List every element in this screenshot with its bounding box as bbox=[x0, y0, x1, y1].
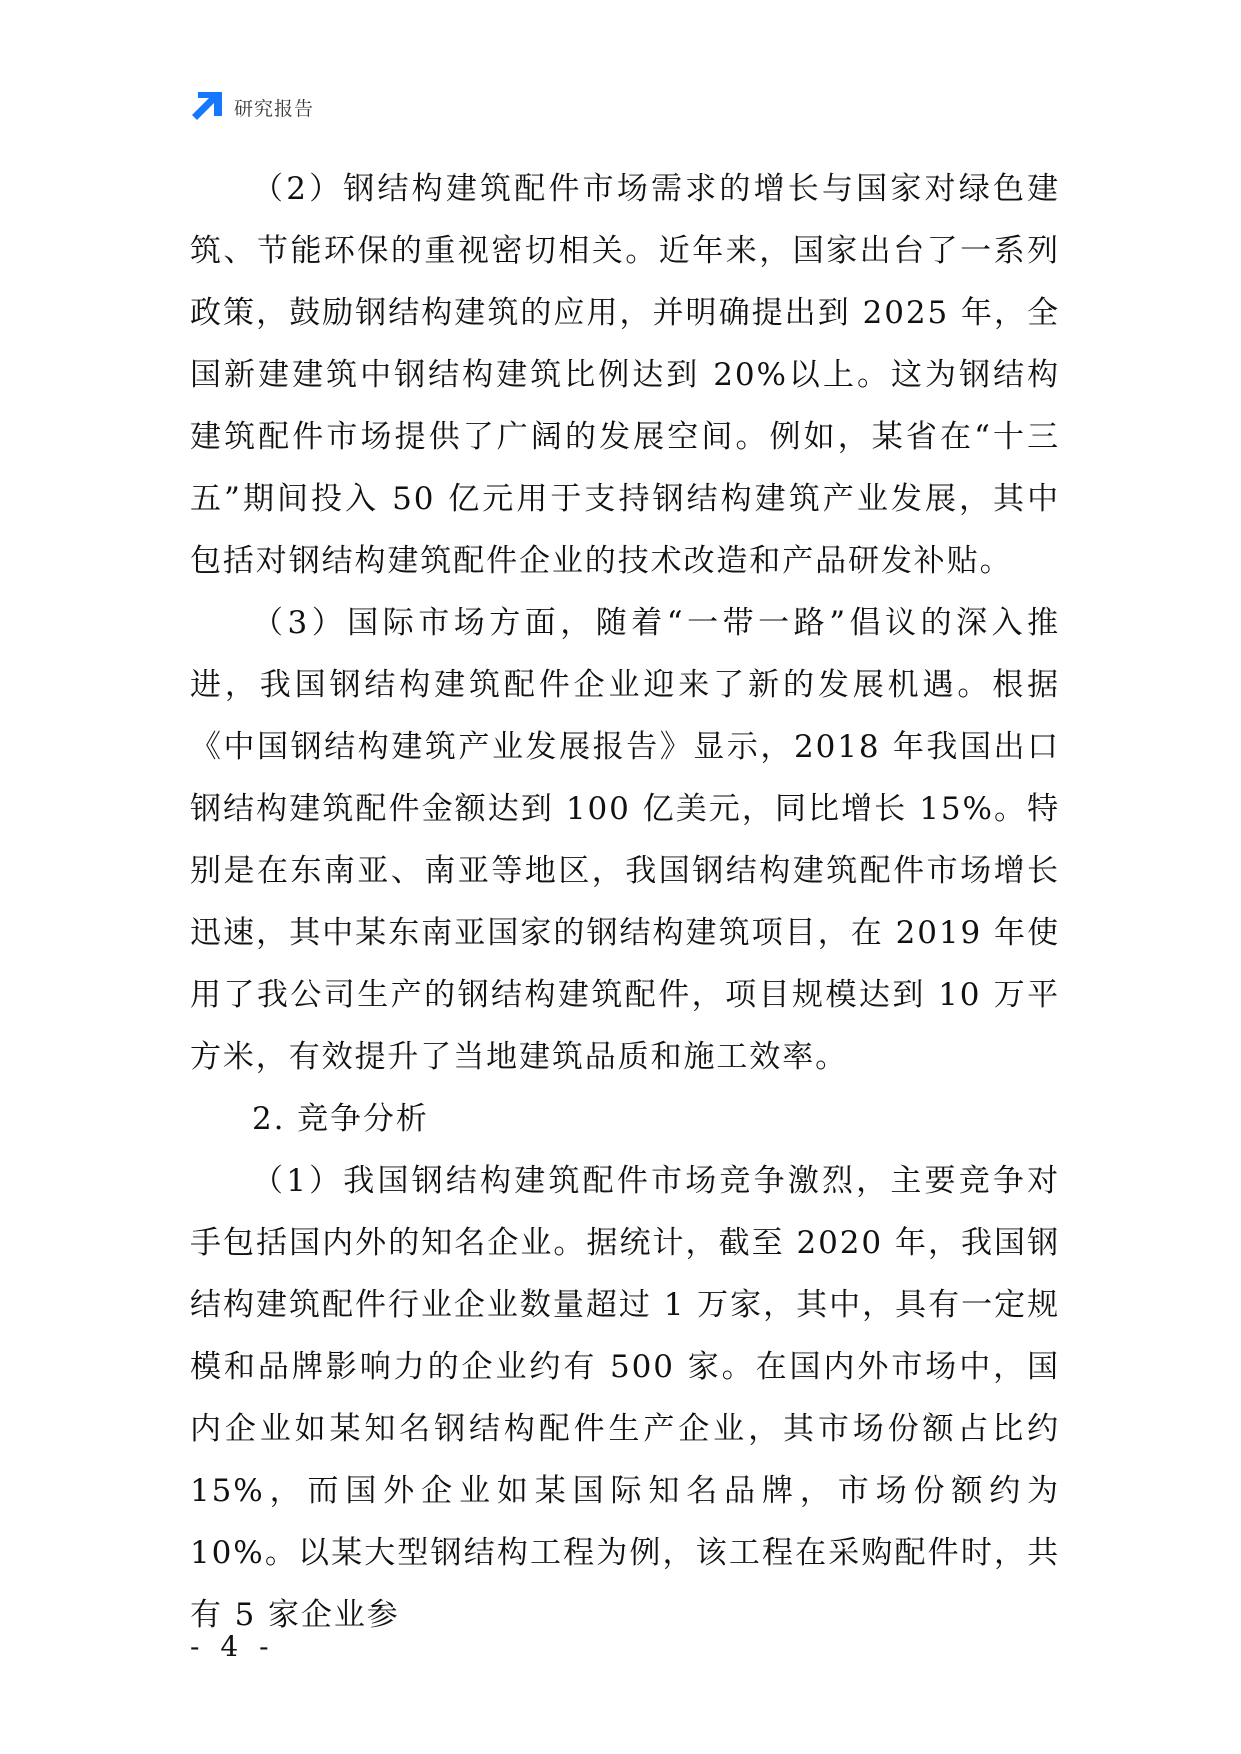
header-title: 研究报告 bbox=[234, 97, 315, 120]
document-body bbox=[190, 158, 1060, 1646]
paragraph-competition: （1）我国钢结构建筑配件市场竞争激烈，主要竞争对手包括国内外的知名企业。据统计，截至 2020 年，我国钢结构建筑配件行业企业数量超过 1 万家，其中，具有一定规模和品牌影响力的企业约有 500 家。在国内外市场中，国内企业如某知名钢结构配件生产企业，其市场份额占比约 15%，而国外企业如某国际知名品牌，市场份额约为 10%。以某大型钢结构工程为例，该工程在采购配件时，共有 5 家企业参 bbox=[190, 1163, 1060, 1633]
section-heading-competition: 2. 竞争分析 bbox=[252, 1101, 429, 1137]
page-number: - 4 - bbox=[190, 1630, 275, 1663]
page-header bbox=[190, 90, 314, 124]
paragraph-international-market: （3）国际市场方面，随着“一带一路”倡议的深入推进，我国钢结构建筑配件企业迎来了新的发展机遇。根据《中国钢结构建筑产业发展报告》显示，2018 年我国出口钢结构建筑配件金额达到 100 亿美元，同比增长 15%。特别是在东南亚、南亚等地区，我国钢结构建筑配件市场增长迅速，其中某东南亚国家的钢结构建筑项目，在 2019 年使用了我公司生产的钢结构建筑配件，项目规模达到 10 万平方米，有效提升了当地建筑品质和施工效率。 bbox=[190, 605, 1060, 1075]
arrow-logo-icon bbox=[190, 90, 224, 124]
paragraph-market-demand: （2）钢结构建筑配件市场需求的增长与国家对绿色建筑、节能环保的重视密切相关。近年来，国家出台了一系列政策，鼓励钢结构建筑的应用，并明确提出到 2025 年，全国新建建筑中钢结构建筑比例达到 20%以上。这为钢结构建筑配件市场提供了广阔的发展空间。例如，某省在“十三五”期间投入 50 亿元用于支持钢结构建筑产业发展，其中包括对钢结构建筑配件企业的技术改造和产品研发补贴。 bbox=[190, 171, 1060, 579]
